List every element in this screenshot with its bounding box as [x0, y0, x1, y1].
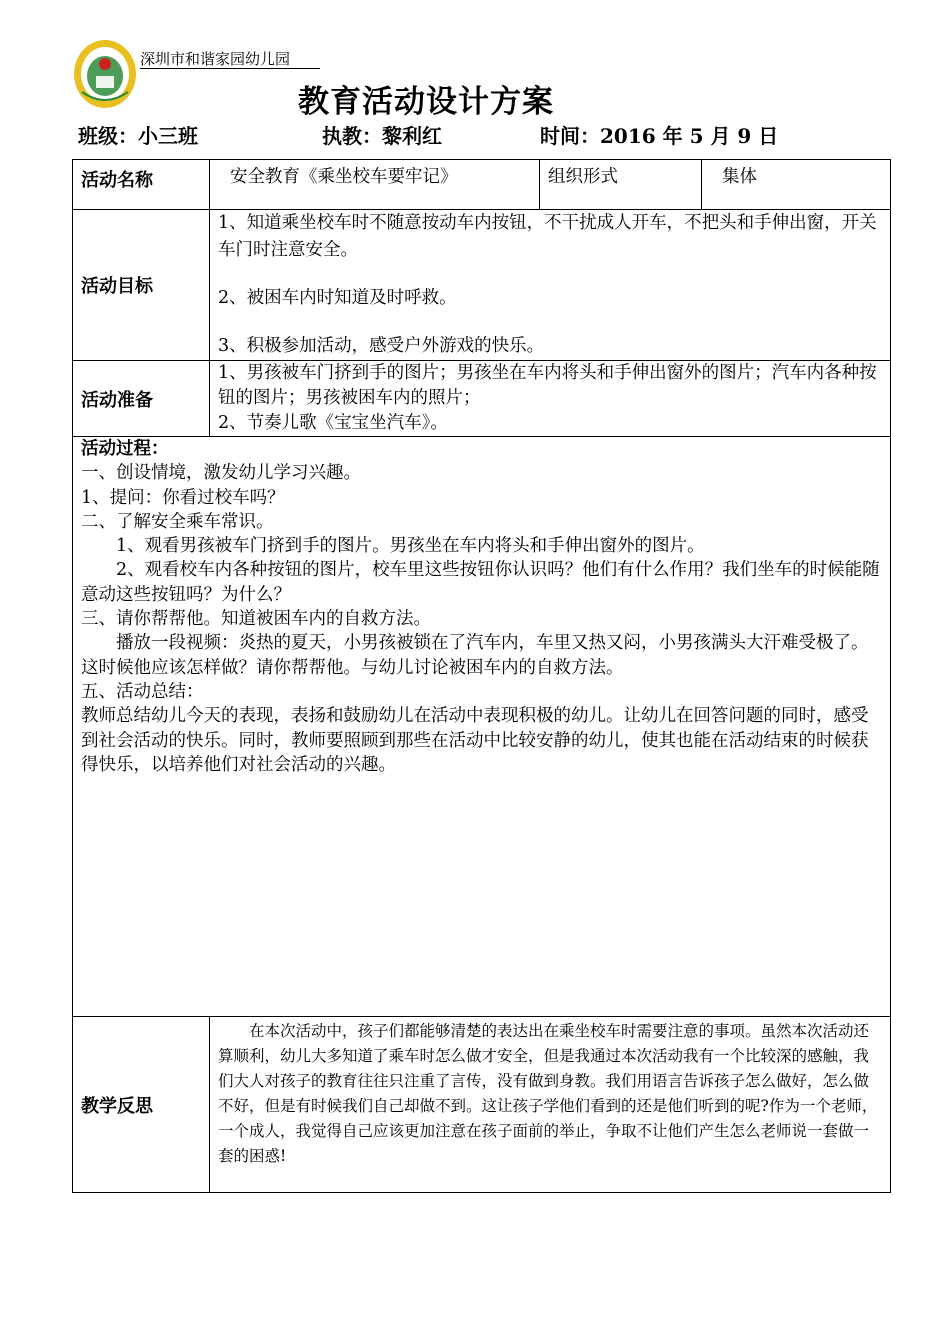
process-step: 1、观看男孩被车门挤到手的图片。男孩坐在车内将头和手伸出窗外的图片。: [116, 536, 705, 557]
row-process: [73, 437, 891, 1017]
page-header: [72, 36, 892, 120]
goal-item: 3、积极参加活动，感受户外游戏的快乐。: [218, 336, 545, 356]
process-content: [73, 437, 891, 1017]
class-label: 班级：小三班: [78, 124, 198, 148]
process-step: 2、观看校车内各种按钮的图片，校车里这些按钮你认识吗？他们有什么作用？我们坐车的时候能随意动这些按钮吗？为什么？: [81, 560, 880, 605]
reflect-label: 教学反思: [73, 1017, 210, 1193]
row-activity-name: [73, 160, 891, 210]
goal-content: [210, 210, 891, 361]
time-label: 时间：2016 年 5 月 9 日: [540, 124, 779, 148]
prep-label: 活动准备: [73, 361, 210, 437]
row-reflection: [73, 1017, 891, 1193]
prep-item: 2、节奏儿歌《宝宝坐汽车》。: [218, 413, 448, 433]
form-label: 组织形式: [540, 160, 702, 210]
process-step: 播放一段视频：炎热的夏天，小男孩被锁在了汽车内，车里又热又闷，小男孩满头大汗难受极了。这时候他应该怎样做？请你帮帮他。与幼儿讨论被困车内的自救方法。: [81, 633, 869, 678]
activity-name-value: 安全教育《乘坐校车要牢记》: [210, 160, 540, 210]
form-value: 集体: [702, 160, 891, 210]
prep-content: [210, 361, 891, 437]
reflect-text: 在本次活动中，孩子们都能够清楚的表达出在乘坐校车时需要注意的事项。虽然本次活动还算顺利，幼儿大多知道了乘车时怎么做才安全，但是我通过本次活动我有一个比较深的感触，我们大人对孩子的教育往往只注重了言传，没有做到身教。我们用语言告诉孩子怎么做好，怎么做不好，但是有时候我们自己却做不到。这让孩子学他们看到的还是他们听到的呢?作为一个老师，一个成人，我觉得自己应该更加注意在孩子面前的举止，争取不让他们产生怎么老师说一套做一套的困惑!: [218, 1022, 878, 1165]
process-step: 一、创设情境，激发幼儿学习兴趣。: [81, 463, 361, 484]
process-step: 1、提问：你看过校车吗？: [81, 487, 285, 508]
goal-item: 1、知道乘坐校车时不随意按动车内按钮，不干扰成人开车，不把头和手伸出窗，开关车门时注意安全。: [218, 213, 877, 260]
activity-plan-table: [72, 159, 891, 1193]
school-name: 深圳市和谐家园幼儿园: [140, 50, 320, 69]
goal-label: 活动目标: [73, 210, 210, 361]
page-title: 教育活动设计方案: [298, 84, 554, 120]
kindergarten-logo-icon: [72, 38, 138, 110]
teacher-label: 执教：黎利红: [322, 124, 442, 148]
activity-name-label: 活动名称: [73, 160, 210, 210]
process-step: 五、活动总结：: [81, 681, 204, 702]
process-step: 三、请你帮帮他。知道被困车内的自救方法。: [81, 609, 431, 630]
row-preparation: [73, 361, 891, 437]
goal-item: 2、被困车内时知道及时呼救。: [218, 288, 457, 308]
process-step: 二、了解安全乘车常识。: [81, 511, 274, 532]
process-label: 活动过程：: [81, 439, 169, 459]
process-step: 教师总结幼儿今天的表现，表扬和鼓励幼儿在活动中表现积极的幼儿。让幼儿在回答问题的同时，感受到社会活动的快乐。同时，教师要照顾到那些在活动中比较安静的幼儿，使其也能在活动结束的时候获得快乐，以培养他们对社会活动的兴趣。: [81, 706, 869, 775]
reflect-content: [210, 1017, 891, 1193]
prep-item: 1、男孩被车门挤到手的图片；男孩坐在车内将头和手伸出窗外的图片；汽车内各种按钮的图片；男孩被困车内的照片；: [218, 363, 877, 408]
row-goals: [73, 210, 891, 361]
